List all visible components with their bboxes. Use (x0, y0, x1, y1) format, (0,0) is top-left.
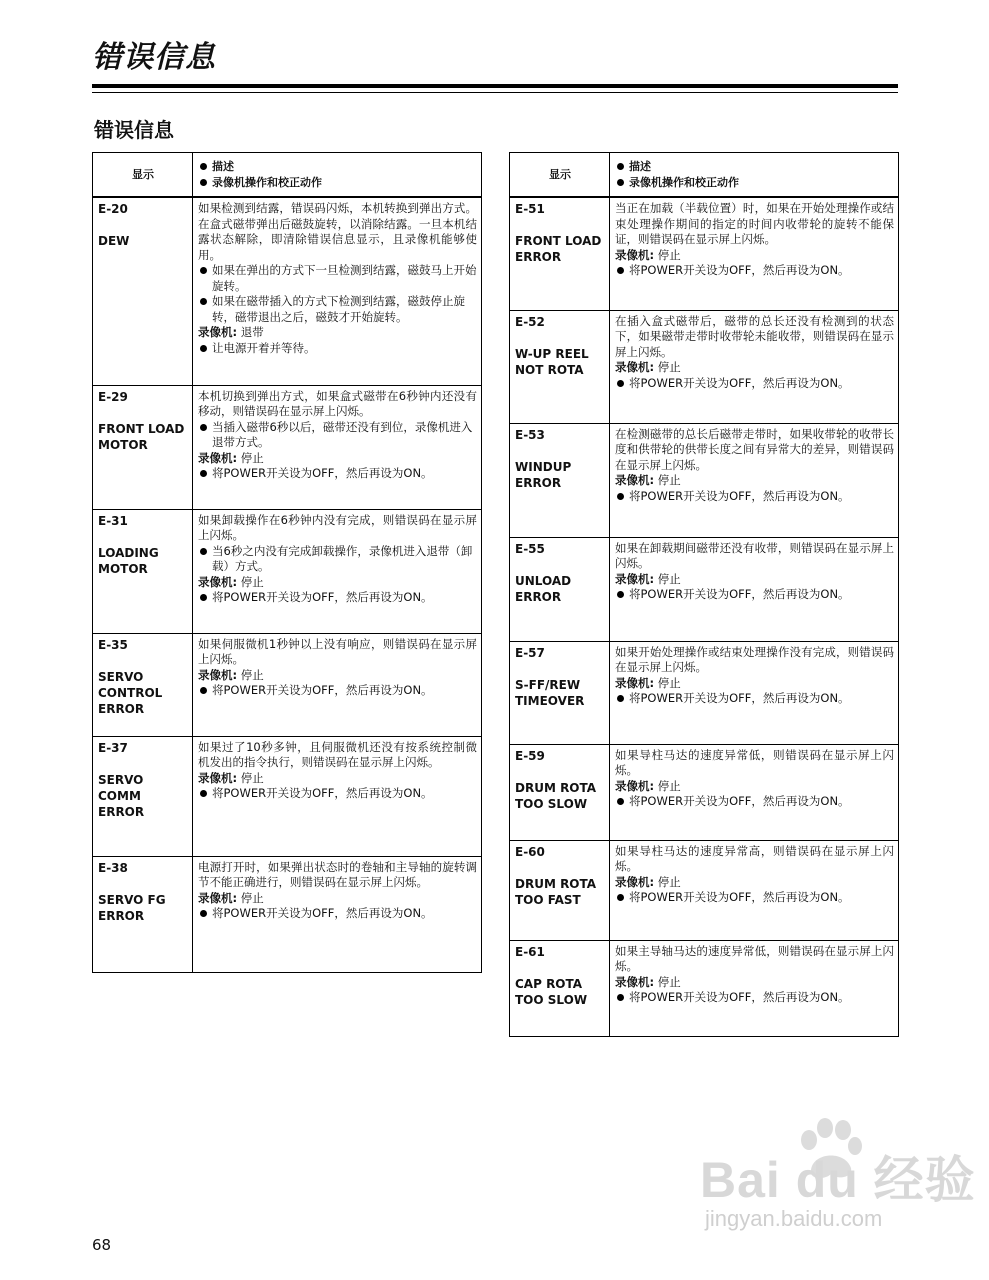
description-bullet: 如果在磁带插入的方式下检测到结露，磁鼓停止旋转，磁带退出之后，磁鼓才开始旋转。 (198, 294, 477, 325)
error-name: DRUM ROTA TOO SLOW (515, 780, 597, 811)
corrective-action: 将POWER开关设为OFF，然后再设为ON。 (615, 376, 894, 392)
vtr-status (198, 325, 477, 341)
error-description: 如果导柱马达的速度异常低，则错误码在显示屏上闪烁。 (615, 747, 894, 777)
corrective-action: 将POWER开关设为OFF，然后再设为ON。 (615, 691, 894, 707)
corrective-action: 将POWER开关设为OFF，然后再设为ON。 (198, 786, 477, 802)
watermark-url: jingyan.baidu.com (705, 1206, 883, 1231)
corrective-action: 让电源开着并等待。 (198, 341, 477, 357)
error-description: 如果过了10秒多钟，且伺服微机还没有按系统控制微机发出的指令执行，则错误码在显示屏上闪烁。 (198, 739, 477, 769)
error-name: WINDUP ERROR (515, 459, 572, 490)
header-display: 显示 (93, 153, 193, 198)
vtr-status-value: 停止 (240, 574, 264, 589)
error-code: E-61 (515, 944, 545, 959)
table-row (93, 197, 482, 385)
vtr-status-label: 录像机: (615, 571, 655, 586)
error-description-cell (610, 940, 899, 1036)
table-row (93, 736, 482, 856)
page-title: 错误信息 (92, 40, 216, 75)
error-code: E-35 (98, 637, 128, 652)
error-name: SERVO CONTROL ERROR (98, 669, 163, 716)
table-header-row (510, 153, 899, 198)
error-description: 如果在卸载期间磁带还没有收带，则错误码在显示屏上闪烁。 (615, 540, 894, 570)
error-name: UNLOAD ERROR (515, 573, 572, 604)
vtr-status-label: 录像机: (615, 874, 655, 889)
header-desc-line2: 录像机操作和校正动作 (615, 175, 894, 191)
error-description: 如果导柱马达的速度异常高，则错误码在显示屏上闪烁。 (615, 843, 894, 873)
header-rule-thin (92, 92, 898, 93)
error-code-cell (510, 423, 610, 537)
vtr-status (198, 891, 477, 907)
error-code: E-52 (515, 314, 545, 329)
vtr-status (615, 572, 894, 588)
vtr-status-label: 录像机: (615, 675, 655, 690)
vtr-status (615, 779, 894, 795)
error-name: S-FF/REW TIMEOVER (515, 677, 585, 708)
vtr-status-label: 录像机: (615, 974, 655, 989)
watermark-brand: Bai du 经验 (700, 1152, 976, 1208)
description-bullet: 当插入磁带6秒以后，磁带还没有到位，录像机进入退带方式。 (198, 420, 477, 451)
vtr-status-value: 停止 (657, 675, 681, 690)
vtr-status-value: 停止 (240, 890, 264, 905)
header-desc-line2: 录像机操作和校正动作 (198, 175, 477, 191)
vtr-status-value: 停止 (657, 778, 681, 793)
error-code: E-38 (98, 860, 128, 875)
error-description-cell (610, 310, 899, 423)
vtr-status-value: 停止 (240, 450, 264, 465)
vtr-status-label: 录像机: (615, 247, 655, 262)
error-code: E-55 (515, 541, 545, 556)
error-description: 如果开始处理操作或结束处理操作没有完成，则错误码在显示屏上闪烁。 (615, 644, 894, 674)
error-description-cell (193, 197, 482, 385)
error-description-cell (193, 633, 482, 736)
vtr-status-value: 停止 (657, 360, 681, 374)
corrective-action: 将POWER开关设为OFF，然后再设为ON。 (615, 587, 894, 603)
header-display: 显示 (510, 153, 610, 198)
header-desc-line1: 描述 (615, 159, 894, 175)
corrective-action: 将POWER开关设为OFF，然后再设为ON。 (198, 906, 477, 922)
corrective-action: 将POWER开关设为OFF，然后再设为ON。 (198, 466, 477, 482)
error-name: FRONT LOAD MOTOR (98, 421, 185, 452)
vtr-status (615, 676, 894, 692)
error-description-cell (193, 736, 482, 856)
table-row (510, 940, 899, 1036)
vtr-status (198, 575, 477, 591)
vtr-status-value: 停止 (657, 974, 681, 989)
error-code-cell (510, 641, 610, 744)
corrective-action: 将POWER开关设为OFF，然后再设为ON。 (615, 489, 894, 505)
error-code: E-60 (515, 844, 545, 859)
error-code: E-59 (515, 748, 545, 763)
vtr-status (198, 451, 477, 467)
error-code: E-20 (98, 202, 128, 216)
corrective-action: 将POWER开关设为OFF，然后再设为ON。 (615, 263, 894, 279)
error-description-cell (610, 537, 899, 641)
table-row (93, 385, 482, 509)
error-description: 当正在加载（半载位置）时，如果在开始处理操作或结束处理操作期间的指定的时间内收带轮的旋转不能保证，则错误码在显示屏上闪烁。 (615, 201, 894, 246)
error-name: LOADING MOTOR (98, 545, 159, 576)
error-code-cell (510, 744, 610, 840)
error-code-cell (510, 197, 610, 310)
error-description-cell (193, 856, 482, 972)
error-code-cell (510, 840, 610, 940)
error-description-cell (610, 840, 899, 940)
header-description (193, 153, 482, 198)
error-description-cell (193, 385, 482, 509)
error-name: DEW (98, 234, 130, 248)
table-row (93, 633, 482, 736)
error-name: W-UP REEL NOT ROTA (515, 346, 589, 377)
error-name: SERVO FG ERROR (98, 892, 166, 923)
error-code-cell (510, 310, 610, 423)
error-code-cell (510, 537, 610, 641)
vtr-status-value: 停止 (657, 473, 681, 487)
section-title: 错误信息 (94, 118, 174, 142)
error-code-cell (510, 940, 610, 1036)
vtr-status-value: 退带 (240, 325, 264, 339)
error-table-right (509, 152, 899, 1037)
vtr-status (615, 975, 894, 991)
vtr-status-label: 录像机: (198, 325, 238, 339)
corrective-action: 将POWER开关设为OFF，然后再设为ON。 (615, 990, 894, 1006)
vtr-status-label: 录像机: (198, 890, 238, 905)
error-description-cell (610, 423, 899, 537)
table-row (510, 310, 899, 423)
vtr-status-value: 停止 (657, 571, 681, 586)
error-table-left (92, 152, 482, 973)
error-description-cell (193, 509, 482, 633)
description-bullet: 如果在弹出的方式下一旦检测到结露，磁鼓马上开始旋转。 (198, 263, 477, 294)
error-name: SERVO COMM ERROR (98, 772, 145, 819)
vtr-status-label: 录像机: (198, 450, 238, 465)
header-description (610, 153, 899, 198)
error-code: E-29 (98, 389, 128, 404)
vtr-status-label: 录像机: (198, 667, 238, 682)
vtr-status (615, 473, 894, 489)
error-code-cell (93, 633, 193, 736)
error-code-cell (93, 736, 193, 856)
error-description: 如果伺服微机1秒钟以上没有响应，则错误码在显示屏上闪烁。 (198, 636, 477, 666)
vtr-status (615, 248, 894, 264)
table-row (510, 641, 899, 744)
vtr-status (198, 668, 477, 684)
vtr-status-value: 停止 (240, 770, 264, 785)
error-name: FRONT LOAD ERROR (515, 234, 602, 264)
vtr-status-label: 录像机: (615, 360, 655, 374)
error-description: 在插入盒式磁带后，磁带的总长还没有检测到的状态下，如果磁带走带时收带轮未能收带，则错误码在显示屏上闪烁。 (615, 313, 894, 359)
error-description-cell (610, 197, 899, 310)
corrective-action: 将POWER开关设为OFF，然后再设为ON。 (615, 890, 894, 906)
error-description: 本机切换到弹出方式，如果盒式磁带在6秒钟内还没有移动，则错误码在显示屏上闪烁。 (198, 388, 477, 418)
error-code-cell (93, 385, 193, 509)
error-description: 电源打开时，如果弹出状态时的卷轴和主导轴的旋转调节不能正确进行，则错误码在显示屏上闪烁。 (198, 859, 477, 889)
table-row (510, 744, 899, 840)
table-row (93, 509, 482, 633)
vtr-status-value: 停止 (657, 874, 681, 889)
error-description: 如果主导轴马达的速度异常低，则错误码在显示屏上闪烁。 (615, 943, 894, 973)
header-rule-thick (92, 84, 898, 88)
error-description-cell (610, 641, 899, 744)
error-description-cell (610, 744, 899, 840)
vtr-status-value: 停止 (240, 667, 264, 682)
table-row (510, 423, 899, 537)
corrective-action: 将POWER开关设为OFF，然后再设为ON。 (615, 794, 894, 810)
error-code: E-57 (515, 645, 545, 660)
page-number: 68 (92, 1236, 112, 1254)
vtr-status-label: 录像机: (615, 473, 655, 487)
vtr-status (615, 875, 894, 891)
error-code: E-31 (98, 513, 128, 528)
vtr-status (198, 771, 477, 787)
vtr-status (615, 360, 894, 376)
table-header-row (93, 153, 482, 198)
error-code: E-53 (515, 427, 545, 442)
error-name: CAP ROTA TOO SLOW (515, 976, 588, 1007)
vtr-status-label: 录像机: (615, 778, 655, 793)
error-description: 如果检测到结露，错误码闪烁，本机转换到弹出方式。在盒式磁带弹出后磁鼓旋转，以消除结露。一旦本机结露状态解除，即清除错误信息显示，且录像机能够使用。 (198, 201, 477, 262)
table-row (510, 840, 899, 940)
error-description: 如果卸载操作在6秒钟内没有完成，则错误码在显示屏上闪烁。 (198, 512, 477, 542)
vtr-status-value: 停止 (657, 247, 681, 262)
table-row (93, 856, 482, 972)
table-row (510, 197, 899, 310)
table-row (510, 537, 899, 641)
corrective-action: 将POWER开关设为OFF，然后再设为ON。 (198, 590, 477, 606)
error-code: E-37 (98, 740, 128, 755)
error-code-cell (93, 509, 193, 633)
description-bullet: 当6秒之内没有完成卸载操作，录像机进入退带（卸载）方式。 (198, 544, 477, 575)
error-code: E-51 (515, 202, 545, 216)
header-desc-line1: 描述 (198, 159, 477, 175)
error-name: DRUM ROTA TOO FAST (515, 876, 597, 907)
error-code-cell (93, 197, 193, 385)
corrective-action: 将POWER开关设为OFF，然后再设为ON。 (198, 683, 477, 699)
error-code-cell (93, 856, 193, 972)
vtr-status-label: 录像机: (198, 574, 238, 589)
error-description: 在检测磁带的总长后磁带走带时，如果收带轮的收带长度和供带轮的供带长度之间有异常大的差异，则错误码在显示屏上闪烁。 (615, 426, 894, 472)
vtr-status-label: 录像机: (198, 770, 238, 785)
